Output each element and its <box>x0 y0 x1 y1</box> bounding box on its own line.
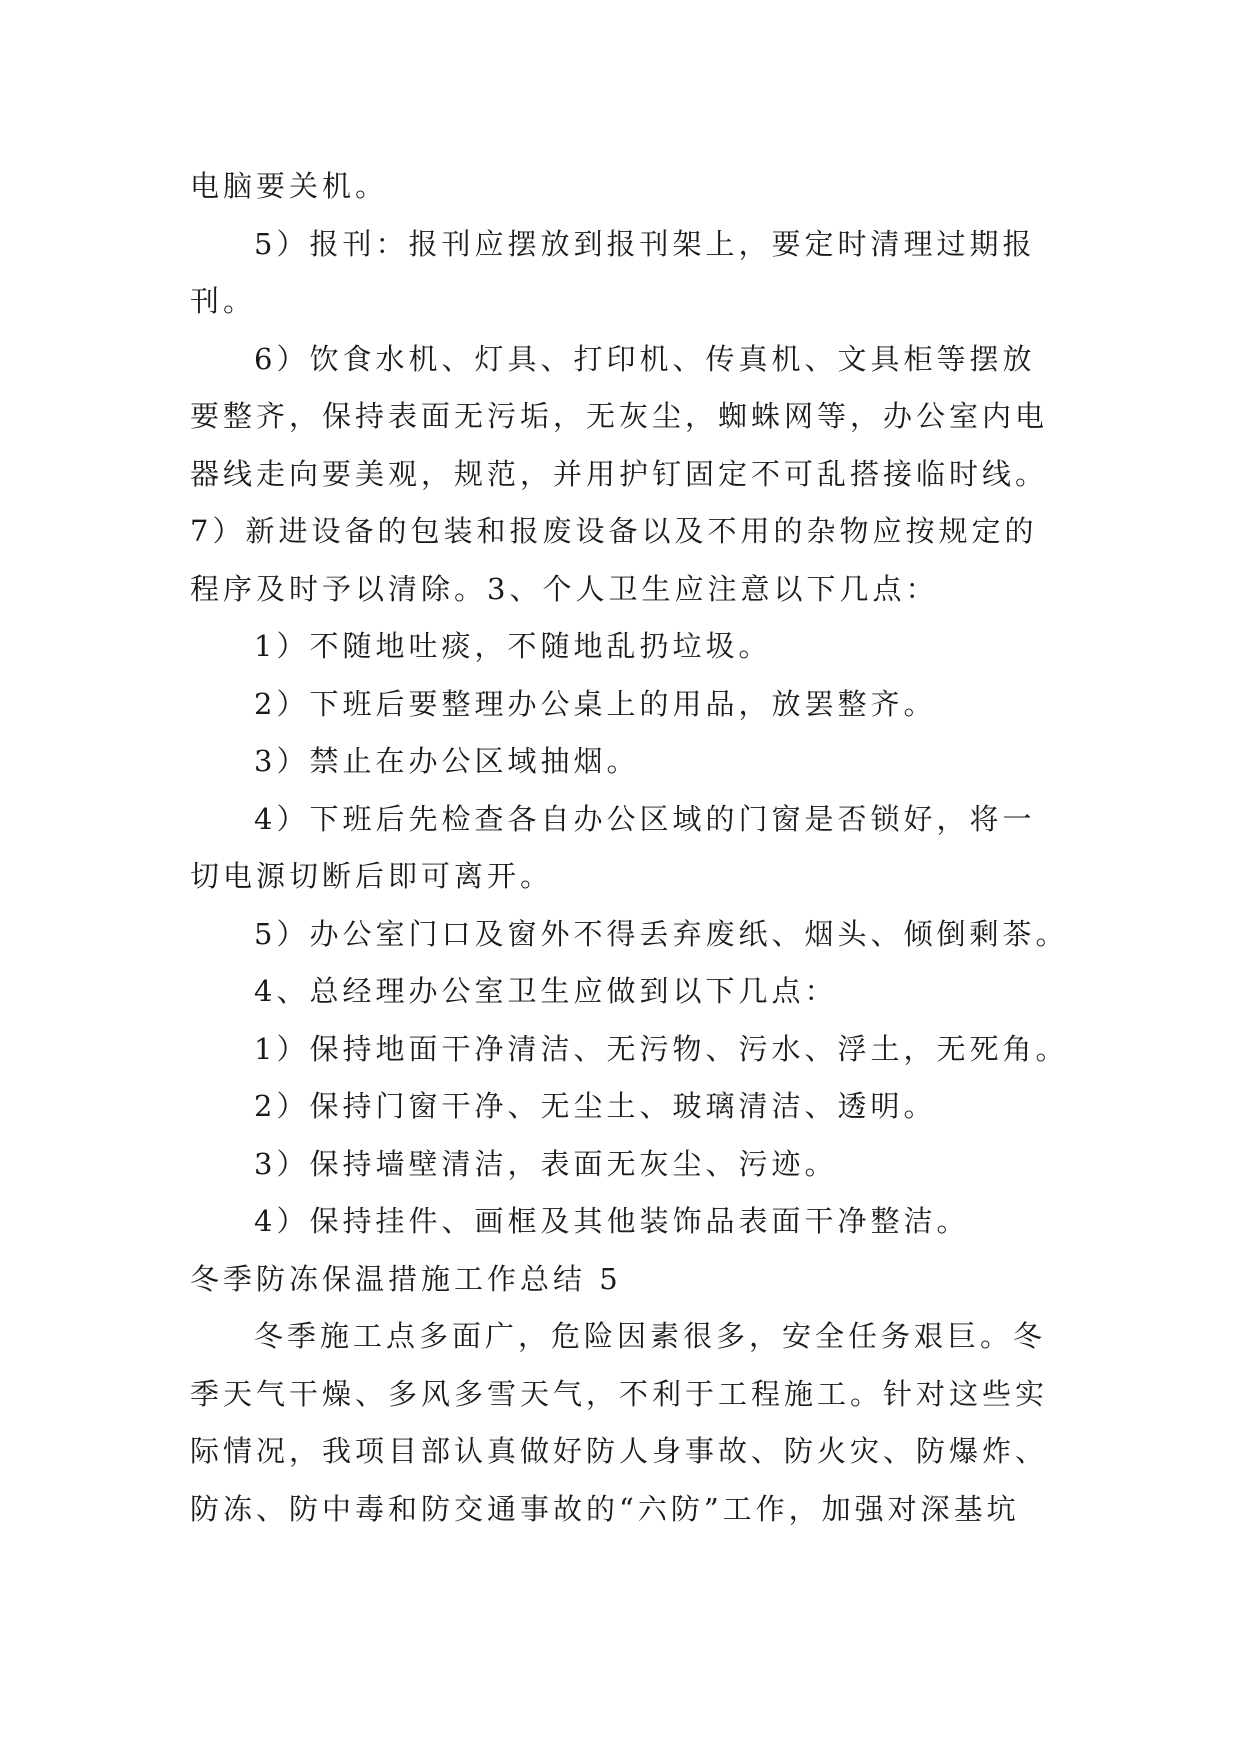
text-line: 3）禁止在办公区域抽烟。 <box>254 744 640 778</box>
text-line: 1）不随地吐痰，不随地乱扔垃圾。 <box>254 629 772 663</box>
text-line: 3）保持墙壁清洁，表面无灰尘、污迹。 <box>254 1146 838 1181</box>
text-line: 5）办公室门口及窗外不得丢弃废纸、烟头、倾倒剩茶。 <box>254 916 1069 951</box>
text-line: 要整齐，保持表面无污垢，无灰尘，蜘蛛网等，办公室内电 <box>190 399 1049 433</box>
text-line: 4、总经理办公室卫生应做到以下几点： <box>254 974 838 1008</box>
text-line: 程序及时予以清除。3、个人卫生应注意以下几点： <box>190 571 939 606</box>
document-body <box>190 158 1070 1538</box>
text-line: 5）报刊：报刊应摆放到报刊架上，要定时清理过期报 <box>254 226 1036 261</box>
text-line: 4）保持挂件、画框及其他装饰品表面干净整洁。 <box>254 1204 970 1238</box>
text-line: 际情况，我项目部认真做好防人身事故、防火灾、防爆炸、 <box>190 1434 1049 1468</box>
text-line: 4）下班后先检查各自办公区域的门窗是否锁好，将一 <box>254 801 1036 836</box>
text-line: 电脑要关机。 <box>190 169 389 203</box>
text-line: 切电源切断后即可离开。 <box>190 859 554 893</box>
text-line: 刊。 <box>190 284 257 318</box>
section-heading: 冬季防冻保温措施工作总结 5 <box>190 1261 622 1296</box>
text-line: 冬季施工点多面广，危险因素很多，安全任务艰巨。冬 <box>254 1319 1047 1353</box>
text-line: 器线走向要美观，规范，并用护钉固定不可乱搭接临时线。 <box>190 456 1049 491</box>
text-line: 7）新进设备的包装和报废设备以及不用的杂物应按规定的 <box>190 514 1038 548</box>
text-line: 1）保持地面干净清洁、无污物、污水、浮土，无死角。 <box>254 1031 1069 1066</box>
text-line: 季天气干燥、多风多雪天气，不利于工程施工。针对这些实 <box>190 1376 1049 1411</box>
text-line: 防冻、防中毒和防交通事故的“六防”工作，加强对深基坑 <box>190 1491 1020 1526</box>
text-line: 2）保持门窗干净、无尘土、玻璃清洁、透明。 <box>254 1089 937 1123</box>
text-line: 6）饮食水机、灯具、打印机、传真机、文具柜等摆放 <box>254 341 1036 376</box>
text-line: 2）下班后要整理办公桌上的用品，放罢整齐。 <box>254 686 937 721</box>
